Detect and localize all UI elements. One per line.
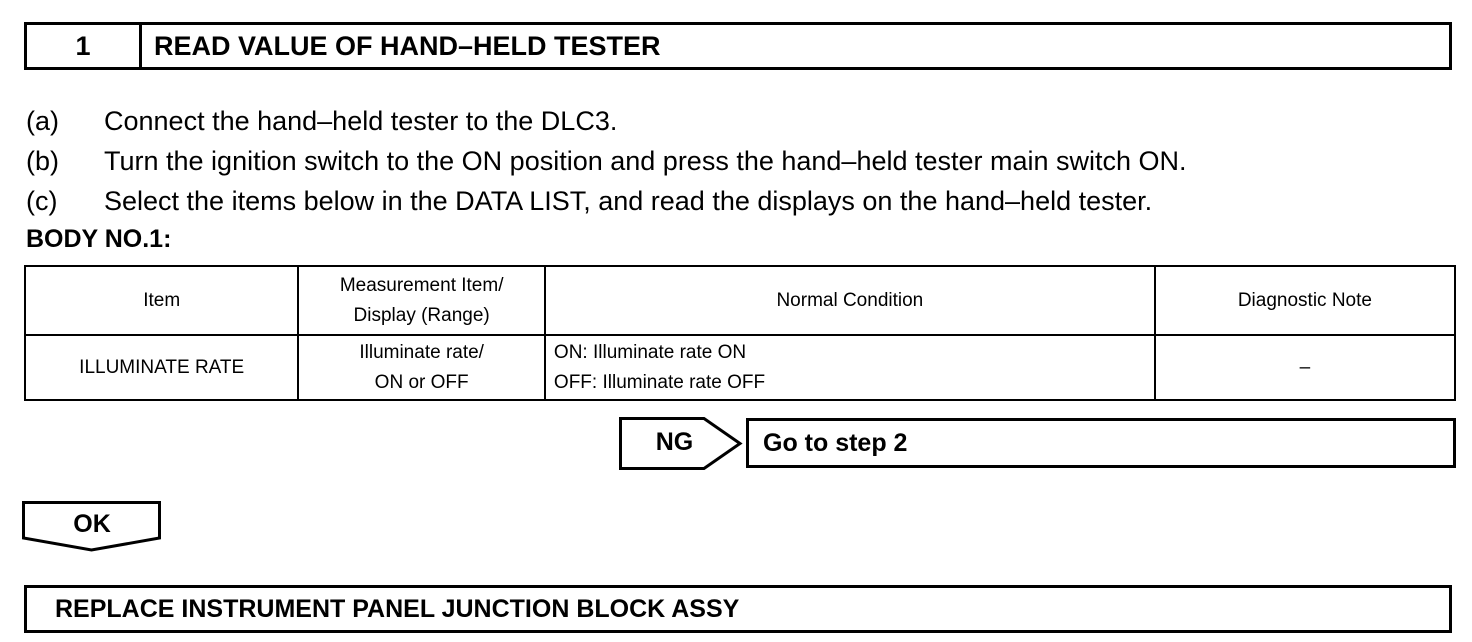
ng-target-box: Go to step 2 [746,418,1456,468]
instruction-text: Turn the ignition switch to the ON position and press the hand–held tester main switch ON. [104,146,1187,176]
cell-diagnostic-note: – [1155,335,1455,400]
cell-measurement-line1: Illuminate rate/ [359,341,484,363]
data-list-table [24,265,1456,401]
final-action-box: REPLACE INSTRUMENT PANEL JUNCTION BLOCK ASSY [24,585,1452,633]
header-item: Item [25,266,298,335]
section-heading: BODY NO.1: [26,225,172,253]
instruction-item [26,181,1446,221]
ok-label: OK [73,509,111,538]
step-title: READ VALUE OF HAND–HELD TESTER [154,30,661,61]
instruction-letter: (a) [26,106,59,136]
header-normal-condition: Normal Condition [545,266,1155,335]
cell-measurement-line2: ON or OFF [374,371,469,393]
table-row [25,335,1455,400]
header-measurement-line1: Measurement Item/ [339,274,504,296]
instruction-letter: (c) [26,186,58,216]
cell-normal-condition [545,335,1155,400]
table-header-row [25,266,1455,335]
instruction-item [26,101,1446,141]
instruction-letter: (b) [26,146,59,176]
header-diagnostic-note: Diagnostic Note [1155,266,1455,335]
instruction-text: Select the items below in the DATA LIST, and read the displays on the hand–held tester. [104,186,1153,216]
cell-item: ILLUMINATE RATE [25,335,298,400]
header-measurement-line2: Display (Range) [353,304,490,326]
step-header [24,22,1452,70]
ng-label: NG [655,427,694,456]
instruction-list [26,101,1446,221]
step-number: 1 [27,25,142,67]
header-measurement [298,266,545,335]
cell-measurement [298,335,545,400]
cell-normal-line1: ON: Illuminate rate ON [553,341,747,363]
instruction-item [26,141,1446,181]
cell-normal-line2: OFF: Illuminate rate OFF [553,371,766,393]
instruction-text: Connect the hand–held tester to the DLC3. [104,106,618,136]
